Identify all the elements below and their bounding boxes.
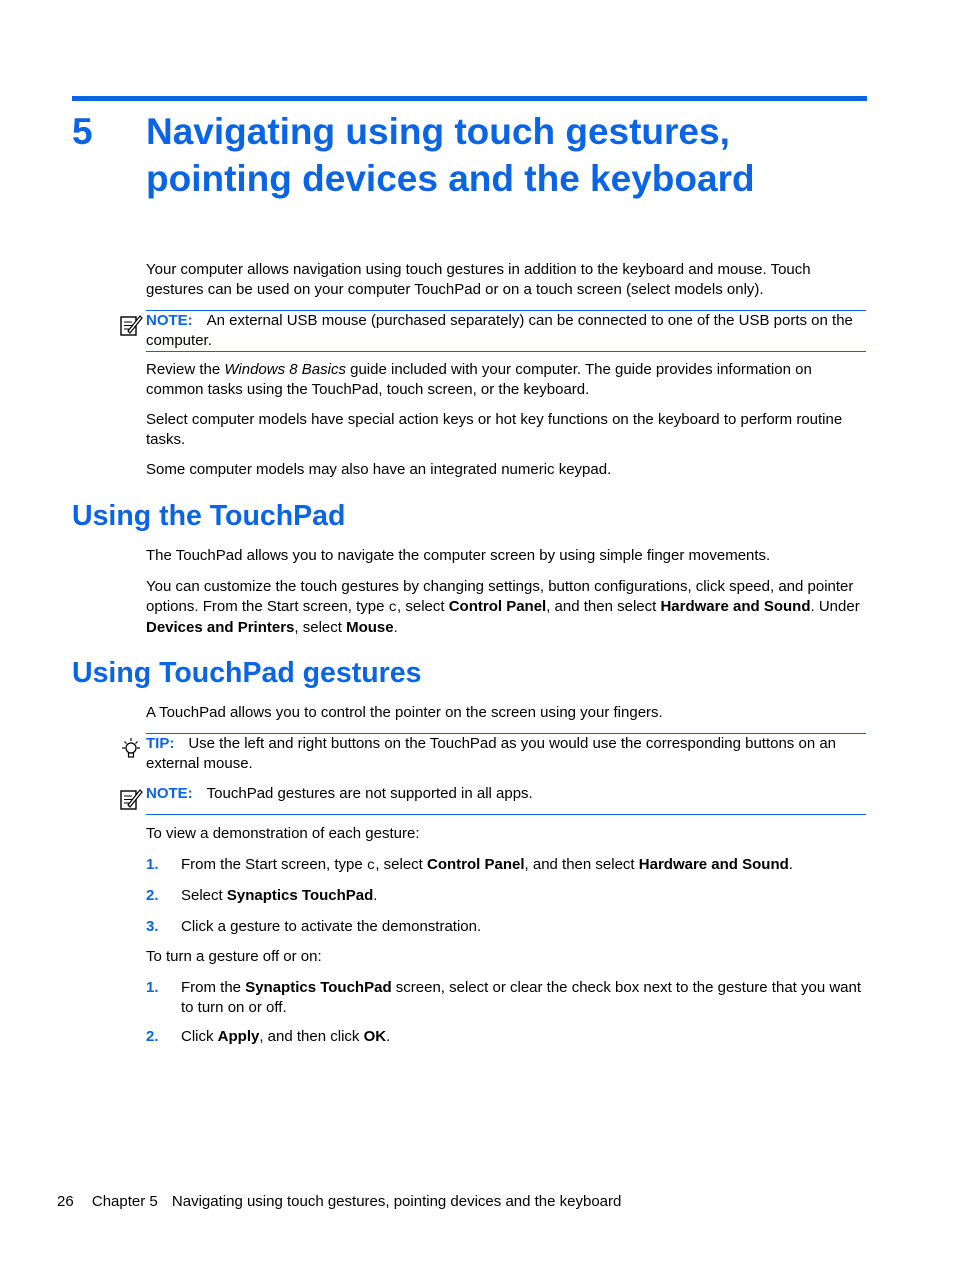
step-number: 2. [146, 1028, 159, 1045]
text-run: From the Start screen, type [181, 856, 367, 873]
section-heading-gestures: Using TouchPad gestures [72, 657, 422, 689]
note-label: NOTE: [146, 312, 193, 329]
note-body: An external USB mouse (purchased separately) can be connected to one of the USB ports on the computer. [146, 312, 853, 349]
list-item [181, 886, 866, 906]
apply-text: Apply [217, 1028, 260, 1045]
hardware-sound-text: Hardware and Sound [660, 597, 811, 615]
footer-title: Navigating using touch gestures, pointing devices and the keyboard [171, 1193, 622, 1210]
note-icon [118, 786, 144, 812]
review-text-a: Review the [146, 361, 225, 378]
chapter-number: 5 [72, 111, 93, 152]
page-number: 26 [57, 1193, 74, 1210]
text-run: . [386, 1028, 391, 1045]
text-run: . Under [810, 597, 860, 615]
intro-paragraph: Your computer allows navigation using touch gestures in addition to the keyboard and mouse. Touch gestures can be used on your computer TouchPad or on a touch screen (select models only). [146, 261, 811, 298]
text-run: , and then select [524, 856, 639, 873]
footer-chapter: Chapter 5 [91, 1193, 158, 1210]
chapter-title-line1: Navigating using touch gestures, [146, 111, 730, 152]
review-text-b: guide included with your computer. The guide provides information on common tasks using the TouchPad, touch screen, or the keyboard. [146, 361, 812, 398]
note-text [146, 311, 866, 350]
tip-box [146, 733, 866, 774]
toggle-intro-paragraph: To turn a gesture off or on: [146, 948, 322, 965]
note-label: NOTE: [146, 785, 193, 802]
review-guide-title: Windows 8 Basics [224, 361, 346, 378]
text-run: , select [375, 856, 427, 873]
step-number: 1. [146, 856, 159, 873]
lightbulb-icon [118, 736, 144, 762]
text-run: You can customize the touch gestures by changing settings, button configurations, click speed, and pointer options. From the Start screen, type [146, 578, 854, 615]
text-run: From the [181, 979, 246, 996]
tip-body: Use the left and right buttons on the TouchPad as you would use the corresponding buttons on an external mouse. [146, 735, 837, 772]
note-box [146, 310, 866, 352]
hardware-sound-text: Hardware and Sound [638, 856, 789, 873]
control-panel-text: Control Panel [448, 597, 547, 615]
text-run: screen, select or clear the check box next to the gesture that you want to turn on or off. [181, 979, 862, 1016]
page-footer [57, 1192, 621, 1212]
step-number: 2. [146, 887, 159, 904]
synaptics-touchpad-text: Synaptics TouchPad [226, 887, 374, 904]
mouse-text: Mouse [346, 619, 394, 636]
touchpad-intro-paragraph: The TouchPad allows you to navigate the computer screen by using simple finger movements. [146, 547, 771, 564]
note-icon [118, 312, 144, 338]
text-run: . [393, 619, 398, 636]
control-panel-text: Control Panel [427, 856, 525, 873]
list-item [181, 1027, 866, 1047]
touchpad-customize-paragraph [146, 577, 866, 638]
note-text [146, 784, 866, 804]
list-item [181, 978, 866, 1017]
text-run: . [788, 856, 793, 873]
step-number: 3. [146, 918, 159, 935]
keypad-paragraph: Some computer models may also have an integrated numeric keypad. [146, 461, 612, 478]
gestures-intro-paragraph: A TouchPad allows you to control the pointer on the screen using your fingers. [146, 704, 663, 721]
action-keys-paragraph: Select computer models have special action keys or hot key functions on the keyboard to perform routine tasks. [146, 411, 843, 448]
text-run: , and then select [546, 597, 661, 615]
text-run: . [373, 887, 378, 904]
text-run: Select [181, 887, 227, 904]
chapter-title-line2: pointing devices and the keyboard [146, 158, 755, 199]
code-c: c [388, 599, 398, 616]
text-run: , select [294, 619, 347, 636]
note-body: TouchPad gestures are not supported in all apps. [206, 785, 533, 802]
chapter-rule [72, 96, 867, 101]
list-item [181, 855, 866, 877]
synaptics-touchpad-text: Synaptics TouchPad [245, 979, 392, 996]
tip-label: TIP: [146, 735, 175, 752]
review-paragraph [146, 360, 866, 399]
chapter-title [146, 108, 866, 202]
ok-text: OK [363, 1028, 387, 1045]
list-item: Click a gesture to activate the demonstration. [181, 918, 482, 935]
step-number: 1. [146, 979, 159, 996]
code-c: c [366, 858, 376, 874]
text-run: , select [397, 597, 449, 615]
note-box [146, 784, 866, 815]
section-heading-touchpad: Using the TouchPad [72, 500, 346, 532]
devices-printers-text: Devices and Printers [146, 619, 295, 636]
text-run: Click [181, 1028, 218, 1045]
text-run: , and then click [259, 1028, 364, 1045]
tip-text [146, 734, 866, 773]
demo-intro-paragraph: To view a demonstration of each gesture: [146, 825, 420, 842]
